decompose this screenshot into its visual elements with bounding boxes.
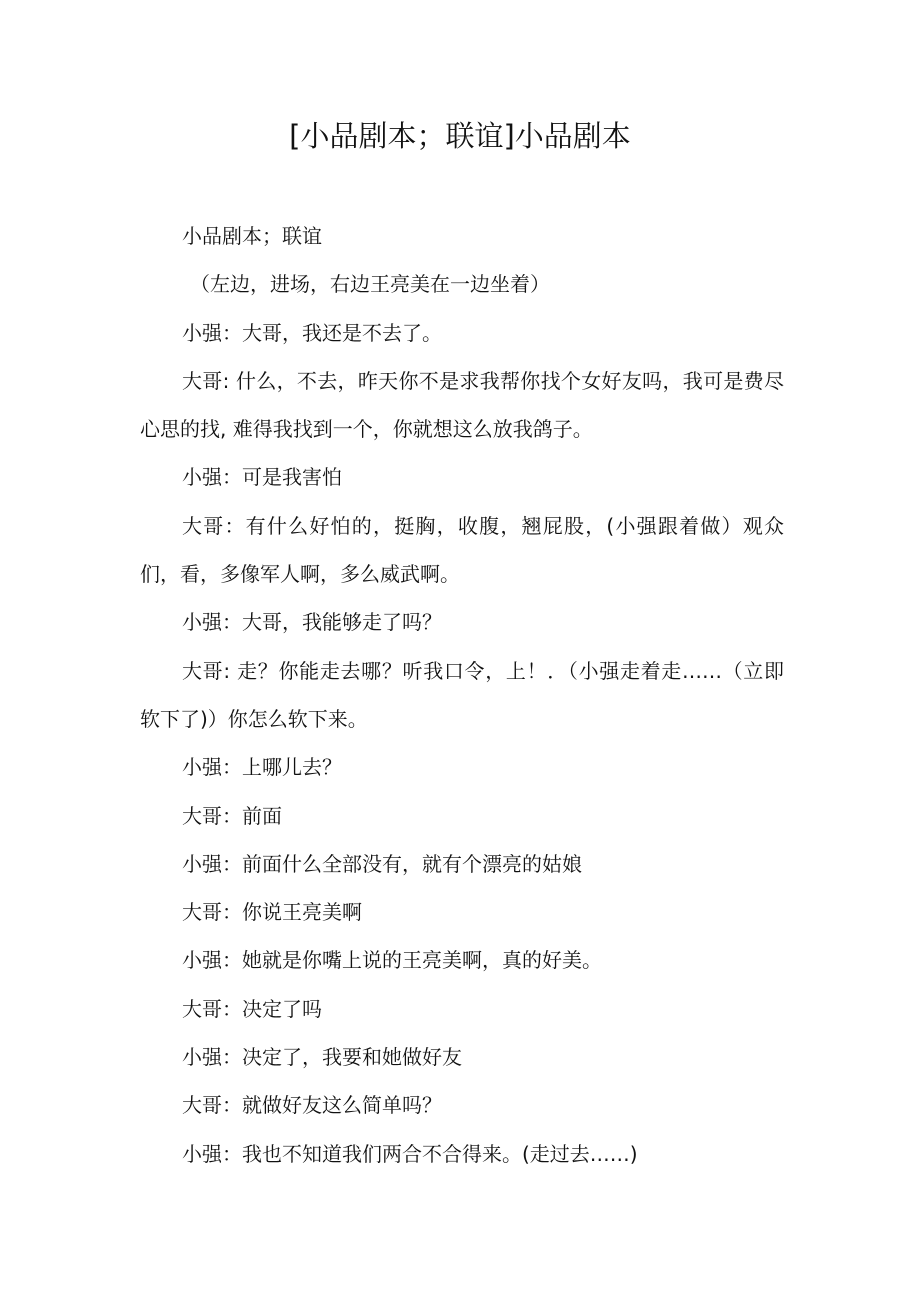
- dialogue-line: 小强：前面什么全部没有，就有个漂亮的姑娘: [182, 851, 582, 876]
- dialogue-line: 大哥: 走？你能走去哪？听我口令，上！．（小强走着走……（立即软下了)）你怎么软下来。: [140, 658, 784, 731]
- document-title: [小品剧本；联谊]小品剧本: [289, 119, 631, 153]
- dialogue-line: 小强：她就是你嘴上说的王亮美啊，真的好美。: [182, 948, 602, 973]
- dialogue-line: 大哥：你说王亮美啊: [182, 900, 362, 925]
- dialogue-line: 大哥：有什么好怕的，挺胸，收腹，翘屁股，(小强跟着做）观众们，看，多像军人啊，多么威武啊。: [140, 513, 784, 587]
- stage-direction: （左边，进场，右边王亮美在一边坐着）: [190, 272, 550, 297]
- dialogue-line: 小强：大哥，我能够走了吗？: [182, 610, 442, 635]
- dialogue-line: 小强：上哪儿去？: [182, 755, 342, 780]
- dialogue-line: 小强：可是我害怕: [182, 465, 342, 490]
- dialogue-line: 小强：我也不知道我们两合不合得来。(走过去……): [182, 1141, 638, 1166]
- dialogue-line: 小强：决定了，我要和她做好友: [182, 1045, 462, 1070]
- dialogue-line: 大哥：决定了吗: [182, 996, 322, 1021]
- dialogue-line: 大哥：就做好友这么简单吗？: [182, 1093, 442, 1118]
- dialogue-line: 大哥: 什么，不去，昨天你不是求我帮你找个女好友吗，我可是费尽心思的找, 难得我找到一个，你就想这么放我鸽子。: [140, 368, 784, 442]
- script-body: [140, 212, 784, 1178]
- dialogue-line: 大哥：前面: [182, 803, 282, 828]
- dialogue-line: 小强：大哥，我还是不去了。: [182, 320, 442, 345]
- script-heading: 小品剧本；联谊: [182, 224, 322, 248]
